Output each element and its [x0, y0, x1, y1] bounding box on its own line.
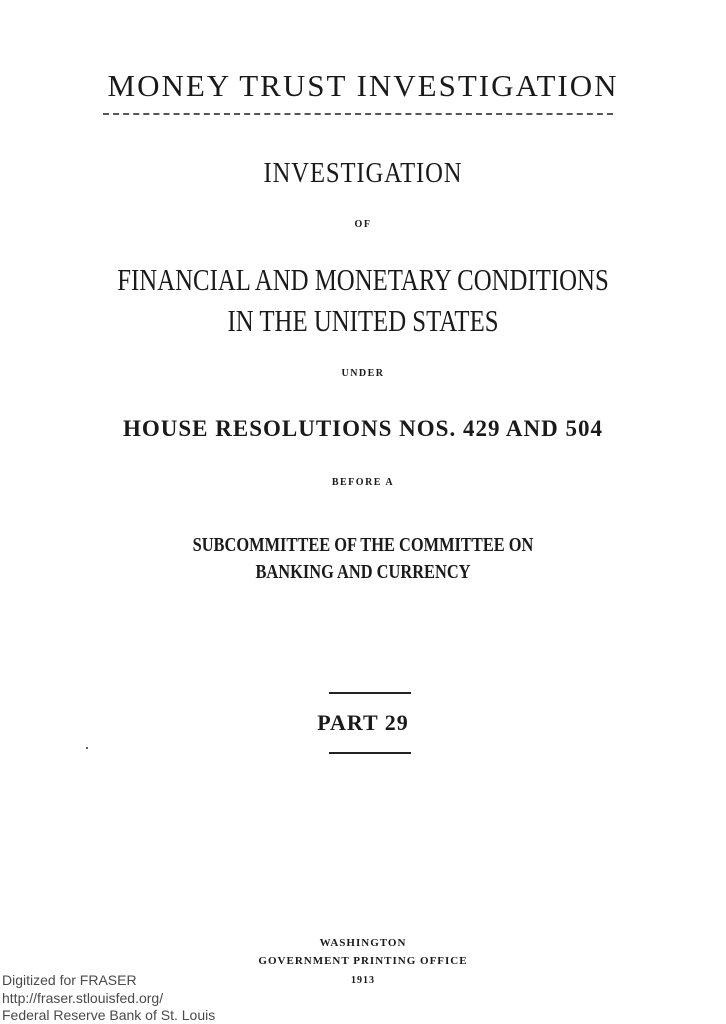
subcommittee-line-1: SUBCOMMITTEE OF THE COMMITTEE ON [192, 534, 534, 556]
under-text: UNDER [341, 368, 385, 379]
house-resolutions: HOUSE RESOLUTIONS NOS. 429 AND 504 [122, 416, 604, 441]
series-title-rule [103, 113, 613, 115]
part-rule-bottom [329, 752, 411, 754]
part-rule-top [329, 692, 411, 694]
fraser-watermark-line-3: Federal Reserve Bank of St. Louis [2, 1007, 216, 1023]
imprint-office: GOVERNMENT PRINTING OFFICE [258, 955, 468, 967]
imprint-city: WASHINGTON [319, 937, 407, 949]
of-text: OF [354, 219, 372, 230]
conditions-title-line-1: FINANCIAL AND MONETARY CONDITIONS [117, 262, 609, 297]
fraser-watermark-line-1: Digitized for FRASER [2, 972, 137, 988]
before-text: BEFORE A [331, 477, 395, 488]
series-title: MONEY TRUST INVESTIGATION [107, 68, 619, 103]
fraser-watermark-url[interactable]: http://fraser.stlouisfed.org/ [2, 990, 164, 1006]
subcommittee-line-2: BANKING AND CURRENCY [255, 561, 471, 583]
part-number: PART 29 [317, 710, 409, 735]
imprint-year: 1913 [351, 975, 375, 986]
conditions-title-line-2: IN THE UNITED STATES [227, 303, 499, 338]
main-title: INVESTIGATION [263, 158, 463, 189]
print-speck [86, 747, 88, 749]
